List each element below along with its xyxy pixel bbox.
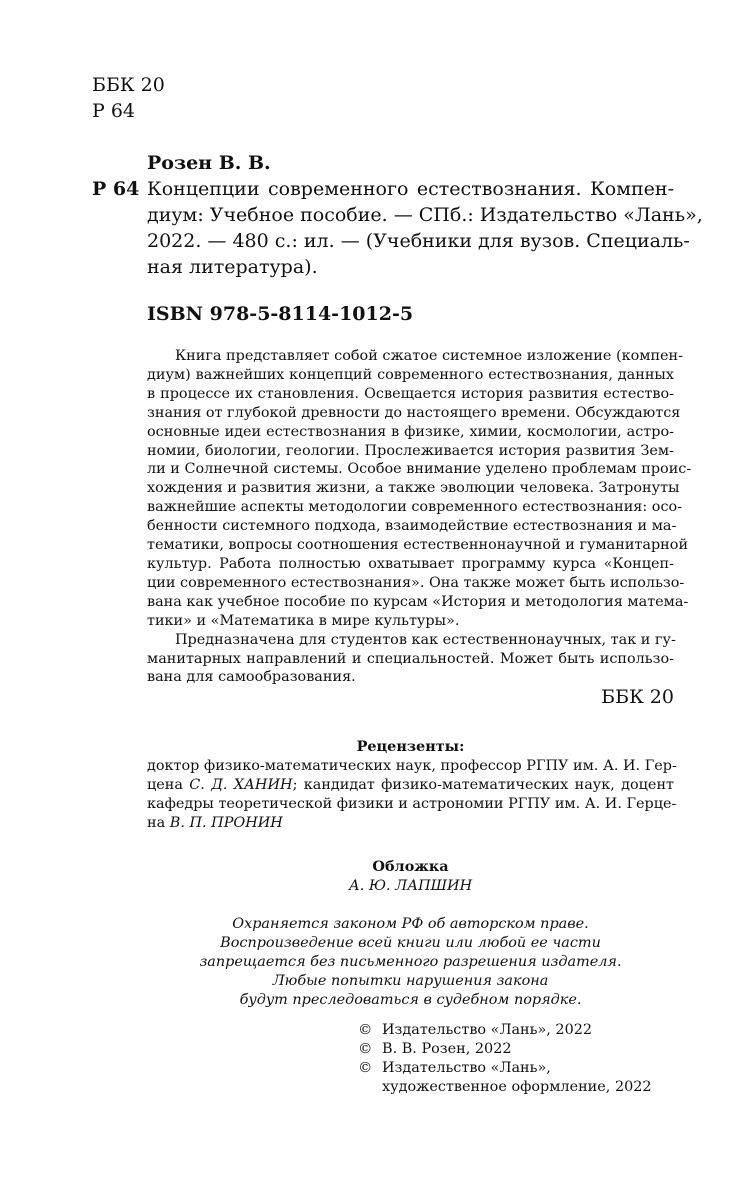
copyrights-block [358, 1021, 678, 1097]
copyright-holder: Издательство «Лань», 2022 [382, 1022, 593, 1038]
copyright-holder-line: Издательство «Лань», [382, 1059, 551, 1076]
purpose-line: вана для самообразования. [147, 669, 356, 686]
notice-line: Охраняется законом РФ об авторском праве. [232, 916, 589, 932]
bib-line: Концепции современного естествознания. Компен- [147, 178, 674, 200]
copyright-entry [358, 1040, 678, 1059]
annotation-line: в процессе их становления. Освещается история развития естество- [147, 385, 674, 402]
annotation-line: культур. Работа полностью охватывает программу курса «Концеп- [147, 555, 674, 572]
copyright-icon: © [358, 1022, 373, 1038]
annotation-line: диум) важнейших концепций современного естествознания, данных [147, 366, 674, 383]
bibliographic-description [147, 176, 703, 280]
copyright-holder [382, 1059, 652, 1097]
reviewers-prefix: цена [147, 776, 190, 793]
bbk-code-bottom: ББК 20 [601, 686, 674, 708]
annotation-line: бенности системного подхода, взаимодействие естествознания и ма- [147, 518, 677, 535]
reviewers-title: Рецензенты: [356, 738, 465, 755]
reviewers-rest: ; кандидат физико-математических наук, доцент [292, 776, 674, 793]
cover-artist: А. Ю. ЛАПШИН [348, 878, 473, 894]
copyright-entry [358, 1021, 678, 1040]
reviewer-name: В. П. ПРОНИН [169, 814, 283, 831]
annotation-line: важнейшие аспекты методологии современного естествознания: осо- [147, 499, 683, 516]
annotation-line: тематики, вопросы соотношения естественнонаучной и гуманитарной [147, 537, 689, 554]
annotation-line: ции современного естествознания». Она также может быть использо- [147, 574, 685, 591]
purpose-line: Предназначена для студентов как естественнонаучных, так и гу- [175, 631, 676, 648]
notice-line: Любые попытки нарушения закона [272, 972, 549, 989]
notice-line: будут преследоваться в судебном порядке. [239, 991, 582, 1008]
annotation-line: вана как учебное пособие по курсам «История и методология матема- [147, 593, 689, 610]
copyright-holder-line: художественное оформление, 2022 [382, 1078, 652, 1095]
annotation-line: хождения и развития жизни, а также эволюции человека. Затронуты [147, 480, 680, 497]
reviewers-line: кафедры теоретической физики и астрономии РГПУ им. А. И. Герце- [147, 795, 677, 812]
annotation-line: тики» и «Математика в мире культуры». [147, 612, 460, 629]
reviewers-prefix: на [147, 814, 170, 831]
call-number: Р 64 [92, 178, 140, 200]
bib-line: 2022. — 480 с.: ил. — (Учебники для вузов. Специаль- [147, 230, 690, 252]
reviewer-name: С. Д. ХАНИН [189, 776, 293, 793]
copyright-notice [147, 915, 674, 1010]
annotation-line: Книга представляет собой сжатое системное изложение (компен- [175, 348, 684, 364]
reviewers-line: доктор физико-математических наук, профессор РГПУ им. А. И. Гер- [147, 758, 677, 774]
annotation-line: основные идеи естествознания в физике, химии, космологии, астро- [147, 423, 674, 440]
reviewers-block [147, 757, 677, 833]
copyright-icon: © [358, 1040, 373, 1057]
cover-title: Обложка [372, 858, 449, 875]
copyright-icon: © [358, 1059, 373, 1076]
reviewers-line [147, 814, 674, 833]
isbn: ISBN 978-5-8114-1012-5 [147, 303, 414, 325]
purpose-line: манитарных направлений и специальностей. Может быть использо- [147, 650, 674, 667]
notice-line: Воспроизведение всей книги или любой ее части [220, 934, 601, 951]
copyright-entry [358, 1059, 678, 1097]
annotation-line: номии, биологии, геологии. Прослеживается история развития Зем- [147, 442, 674, 459]
bib-line: диум: Учебное пособие. — СПб.: Издательство «Лань», [147, 204, 703, 226]
bbk-code-top: ББК 20 [92, 74, 165, 96]
reviewers-line [147, 776, 674, 795]
annotation [147, 347, 692, 687]
bib-line: ная литература). [147, 256, 318, 278]
udk-code-top: Р 64 [92, 100, 136, 122]
notice-line: запрещается без письменного разрешения издателя. [199, 953, 622, 970]
copyright-holder: В. В. Розен, 2022 [382, 1040, 512, 1057]
annotation-line: знания от глубокой древности до настоящего времени. Обсуждаются [147, 404, 681, 421]
author-name: Розен В. В. [147, 152, 271, 174]
annotation-line: ли и Солнечной системы. Особое внимание уделено проблемам проис- [147, 461, 692, 478]
